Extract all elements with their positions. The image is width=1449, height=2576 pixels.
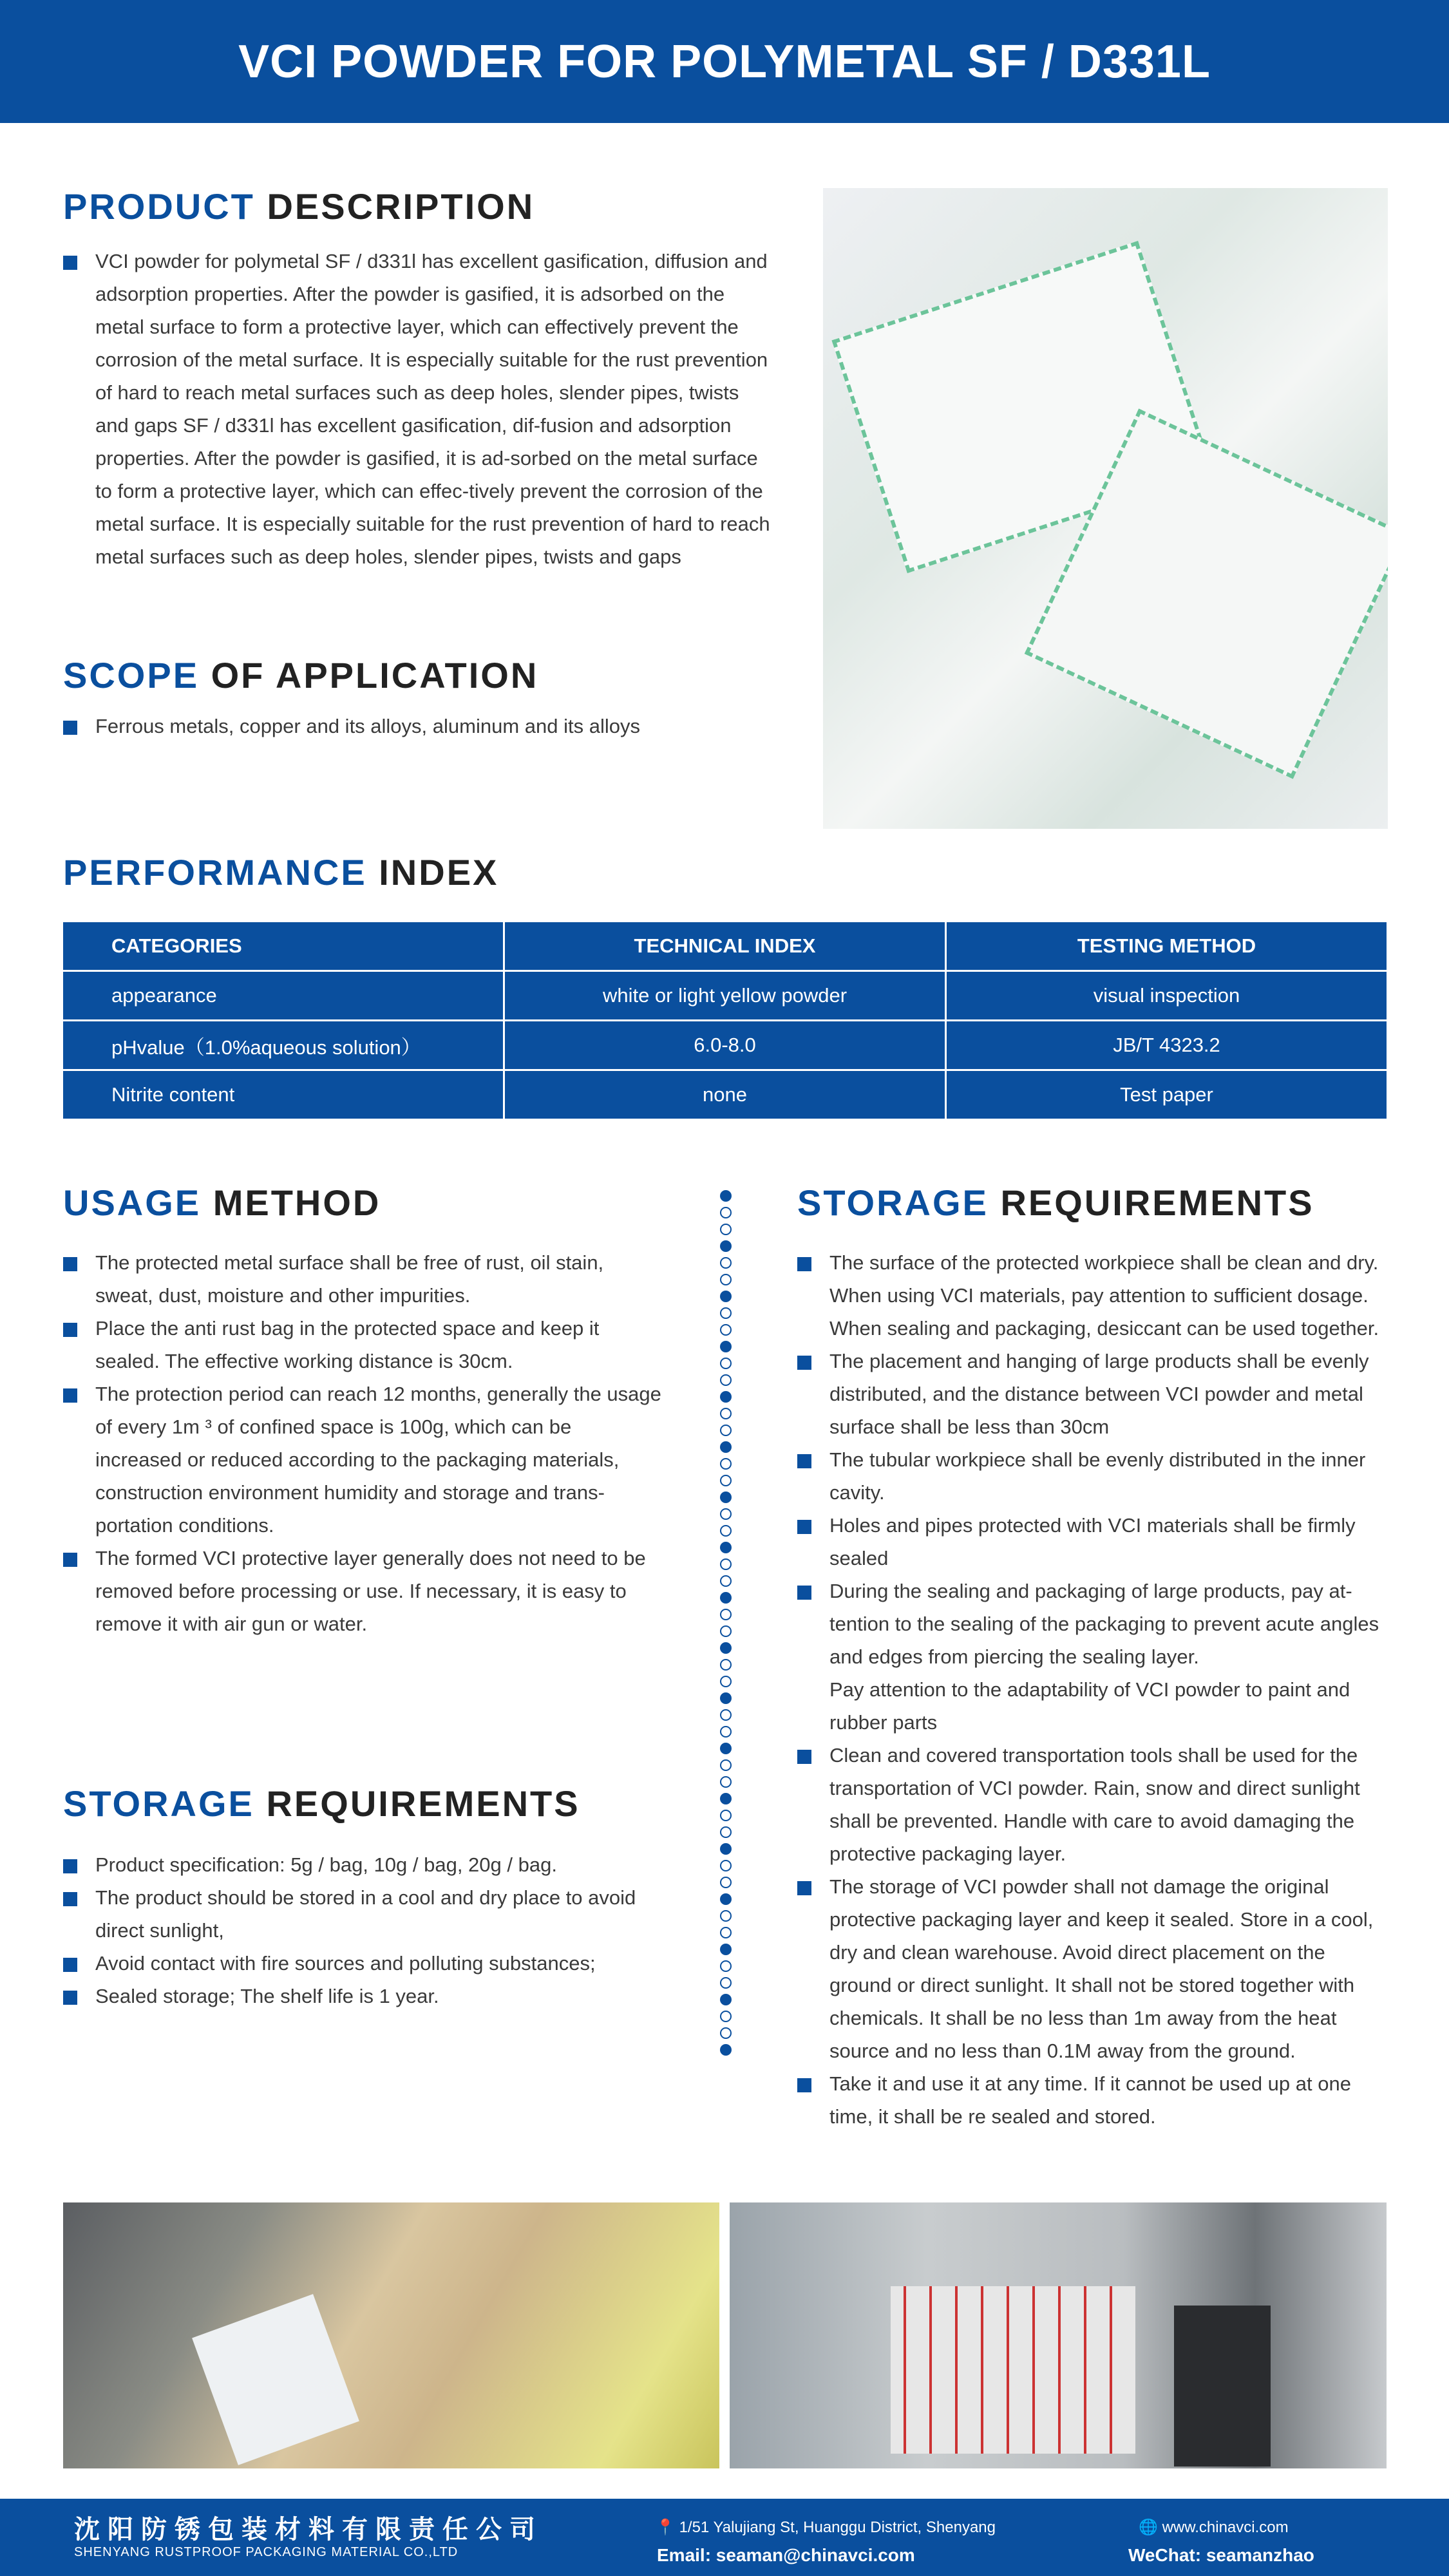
filled-dot	[720, 2044, 732, 2056]
filled-dot	[720, 1994, 732, 2005]
list-item: The protected metal surface shall be free of rust, oil stain, sweat, dust, moisture and other impurities.	[63, 1246, 662, 1312]
list-item: The storage of VCI powder shall not damage the original protective packaging layer and keep it sealed. Store in a cool, dry and clean warehouse. Avoid direct placement on the ground or direct sunlight. It shall not be stored together with chemicals. It shall be no less than 1m away from the heat source and no less than 0.1M away from the ground.	[797, 1870, 1390, 2067]
filled-dot	[720, 1391, 732, 1403]
scope-item: Ferrous metals, copper and its alloys, aluminum and its alloys	[63, 710, 772, 743]
hollow-dot	[720, 1224, 732, 1235]
photo-bag-on-machinery	[63, 2202, 719, 2468]
hollow-dot	[720, 1558, 732, 1570]
hollow-dot	[720, 1207, 732, 1218]
table-row	[63, 1021, 1387, 1069]
scope-list	[63, 710, 772, 743]
list-item: During the sealing and packaging of large products, pay at-tention to the sealing of the packaging to prevent acute angles and edges from piercing the sealing layer.	[797, 1575, 1390, 1673]
hollow-dot	[720, 1425, 732, 1436]
location-pin-icon: 📍	[656, 2519, 675, 2536]
filled-dot	[720, 1893, 732, 1905]
hollow-dot	[720, 1659, 732, 1671]
table-cell: none	[505, 1071, 945, 1119]
hollow-dot	[720, 1810, 732, 1821]
list-item: Holes and pipes protected with VCI materials shall be firmly sealed	[797, 1509, 1390, 1575]
usage-list	[63, 1246, 662, 1640]
list-item: Take it and use it at any time. If it cannot be used up at one time, it shall be re sealed and stored.	[797, 2067, 1390, 2133]
list-item: Place the anti rust bag in the protected space and keep it sealed. The effective working distance is 30cm.	[63, 1312, 662, 1378]
globe-icon: 🌐	[1139, 2519, 1158, 2536]
filled-dot	[720, 1542, 732, 1553]
hollow-dot	[720, 1324, 732, 1336]
performance-table	[61, 920, 1388, 1121]
title-banner	[0, 0, 1449, 123]
footer	[0, 2499, 1449, 2576]
table-row	[63, 1071, 1387, 1119]
wechat-id: WeChat: seamanzhao	[1128, 2545, 1314, 2565]
hollow-dot	[720, 1960, 732, 1972]
hollow-dot	[720, 1826, 732, 1838]
filled-dot	[720, 1793, 732, 1804]
list-item: The protection period can reach 12 months, generally the usage of every 1m ³ of confined space is 100g, which can be increased or reduced according to the packaging materials, construction environment humidity and storage and trans-portation conditions.	[63, 1378, 662, 1542]
email-link[interactable]: Email: seaman@chinavci.com	[657, 2545, 915, 2565]
hollow-dot	[720, 1977, 732, 1989]
hollow-dot	[720, 1927, 732, 1938]
list-item: Sealed storage; The shelf life is 1 year.	[63, 1980, 662, 2012]
list-item: The surface of the protected workpiece shall be clean and dry. When using VCI materials, pay attention to sufficient dosage. When sealing and packaging, desiccant can be used together.	[797, 1246, 1390, 1345]
page-title: VCI POWDER FOR POLYMETAL SF / D331L	[238, 35, 1211, 88]
hollow-dot	[720, 1877, 732, 1888]
filled-dot	[720, 1291, 732, 1302]
hollow-dot	[720, 1910, 732, 1922]
description-list	[63, 245, 772, 573]
company-name-cn: 沈阳防锈包装材料有限责任公司	[74, 2515, 543, 2544]
filled-dot	[720, 1592, 732, 1604]
usage-heading: USAGE METHOD	[63, 1182, 381, 1223]
hollow-dot	[720, 2011, 732, 2022]
product-photo-vci-bags	[823, 188, 1388, 829]
filled-dot	[720, 1843, 732, 1855]
list-item: The product should be stored in a cool and dry place to avoid direct sunlight,	[63, 1881, 662, 1947]
hollow-dot	[720, 1458, 732, 1470]
photo-electrical-cabinet	[730, 2202, 1387, 2468]
hollow-dot	[720, 1508, 732, 1520]
table-header-row	[63, 922, 1387, 970]
product-description-heading: PRODUCT DESCRIPTION	[63, 186, 535, 227]
hollow-dot	[720, 1274, 732, 1285]
hollow-dot	[720, 1257, 732, 1269]
table-cell: appearance	[63, 972, 503, 1019]
filled-dot	[720, 1441, 732, 1453]
storage-right-heading: STORAGE REQUIREMENTS	[797, 1182, 1314, 1223]
table-cell: pHvalue（1.0%aqueous solution）	[63, 1021, 503, 1069]
hollow-dot	[720, 1358, 732, 1369]
list-item: Clean and covered transportation tools shall be used for the transportation of VCI powder. Rain, snow and direct sunlight shall be prevented. Handle with care to avoid damaging the protective packaging layer.	[797, 1739, 1390, 1870]
table-row	[63, 972, 1387, 1019]
address: 📍 1/51 Yalujiang St, Huanggu District, Shenyang	[656, 2519, 996, 2536]
scope-heading: SCOPE OF APPLICATION	[63, 655, 539, 696]
column-header: TESTING METHOD	[947, 922, 1387, 970]
hollow-dot	[720, 1307, 732, 1319]
filled-dot	[720, 1240, 732, 1252]
hollow-dot	[720, 1709, 732, 1721]
hollow-dot	[720, 1374, 732, 1386]
hollow-dot	[720, 1625, 732, 1637]
list-item: The formed VCI protective layer generally does not need to be removed before processing or use. If necessary, it is easy to remove it with air gun or water.	[63, 1542, 662, 1640]
hollow-dot	[720, 2027, 732, 2039]
list-item: Avoid contact with fire sources and polluting substances;	[63, 1947, 662, 1980]
website	[1139, 2518, 1289, 2537]
description-text: VCI powder for polymetal SF / d331l has excellent gasification, diffusion and adsorption properties. After the powder is gasified, it is adsorbed on the metal surface to form a protective layer, which can effectively prevent the corrosion of the metal surface. It is especially suitable for the rust prevention of hard to reach metal surfaces such as deep holes, slender pipes, twists and gaps SF / d331l has excellent gasification, dif-fusion and adsorption properties. After the powder is gasified, it is ad-sorbed on the metal surface to form a protective layer, which can effec-tively prevent the corrosion of the metal surface. It is especially suitable for the rust prevention of hard to reach metal surfaces such as deep holes, slender pipes, twists and gaps	[63, 245, 772, 573]
hollow-dot	[720, 1860, 732, 1871]
hollow-dot	[720, 1575, 732, 1587]
hollow-dot	[720, 1408, 732, 1419]
list-item: Pay attention to the adaptability of VCI powder to paint and rubber parts	[829, 1678, 1350, 1734]
storage-left-list	[63, 1848, 662, 2012]
storage-left-heading: STORAGE REQUIREMENTS	[63, 1783, 580, 1824]
hollow-dot	[720, 1609, 732, 1620]
filled-dot	[720, 1743, 732, 1754]
filled-dot	[720, 1692, 732, 1704]
column-header: CATEGORIES	[63, 922, 503, 970]
hollow-dot	[720, 1525, 732, 1537]
list-item: The tubular workpiece shall be evenly distributed in the inner cavity.	[797, 1443, 1390, 1509]
vci-bag-image	[192, 2294, 359, 2465]
filled-dot	[720, 1190, 732, 1202]
performance-heading: PERFORMANCE INDEX	[63, 852, 499, 893]
filled-dot	[720, 1944, 732, 1955]
table-cell: JB/T 4323.2	[947, 1021, 1387, 1069]
hollow-dot	[720, 1475, 732, 1486]
filled-dot	[720, 1492, 732, 1503]
website-link[interactable]: www.chinavci.com	[1162, 2519, 1289, 2536]
switch-image	[1174, 2306, 1271, 2467]
filled-dot	[720, 1341, 732, 1352]
hollow-dot	[720, 1726, 732, 1738]
hollow-dot	[720, 1759, 732, 1771]
list-item: The placement and hanging of large products shall be evenly distributed, and the distance between VCI powder and metal surface shall be less than 30cm	[797, 1345, 1390, 1443]
breaker-panel-image	[891, 2286, 1135, 2454]
hollow-dot	[720, 1676, 732, 1687]
table-cell: Test paper	[947, 1071, 1387, 1119]
table-cell: 6.0-8.0	[505, 1021, 945, 1069]
table-cell: Nitrite content	[63, 1071, 503, 1119]
hollow-dot	[720, 1776, 732, 1788]
table-cell: white or light yellow powder	[505, 972, 945, 1019]
table-cell: visual inspection	[947, 972, 1387, 1019]
company-name-en: SHENYANG RUSTPROOF PACKAGING MATERIAL CO.,LTD	[74, 2545, 459, 2559]
filled-dot	[720, 1642, 732, 1654]
storage-right-list	[797, 1246, 1390, 2133]
list-item: Product specification: 5g / bag, 10g / bag, 20g / bag.	[63, 1848, 662, 1881]
column-header: TECHNICAL INDEX	[505, 922, 945, 970]
